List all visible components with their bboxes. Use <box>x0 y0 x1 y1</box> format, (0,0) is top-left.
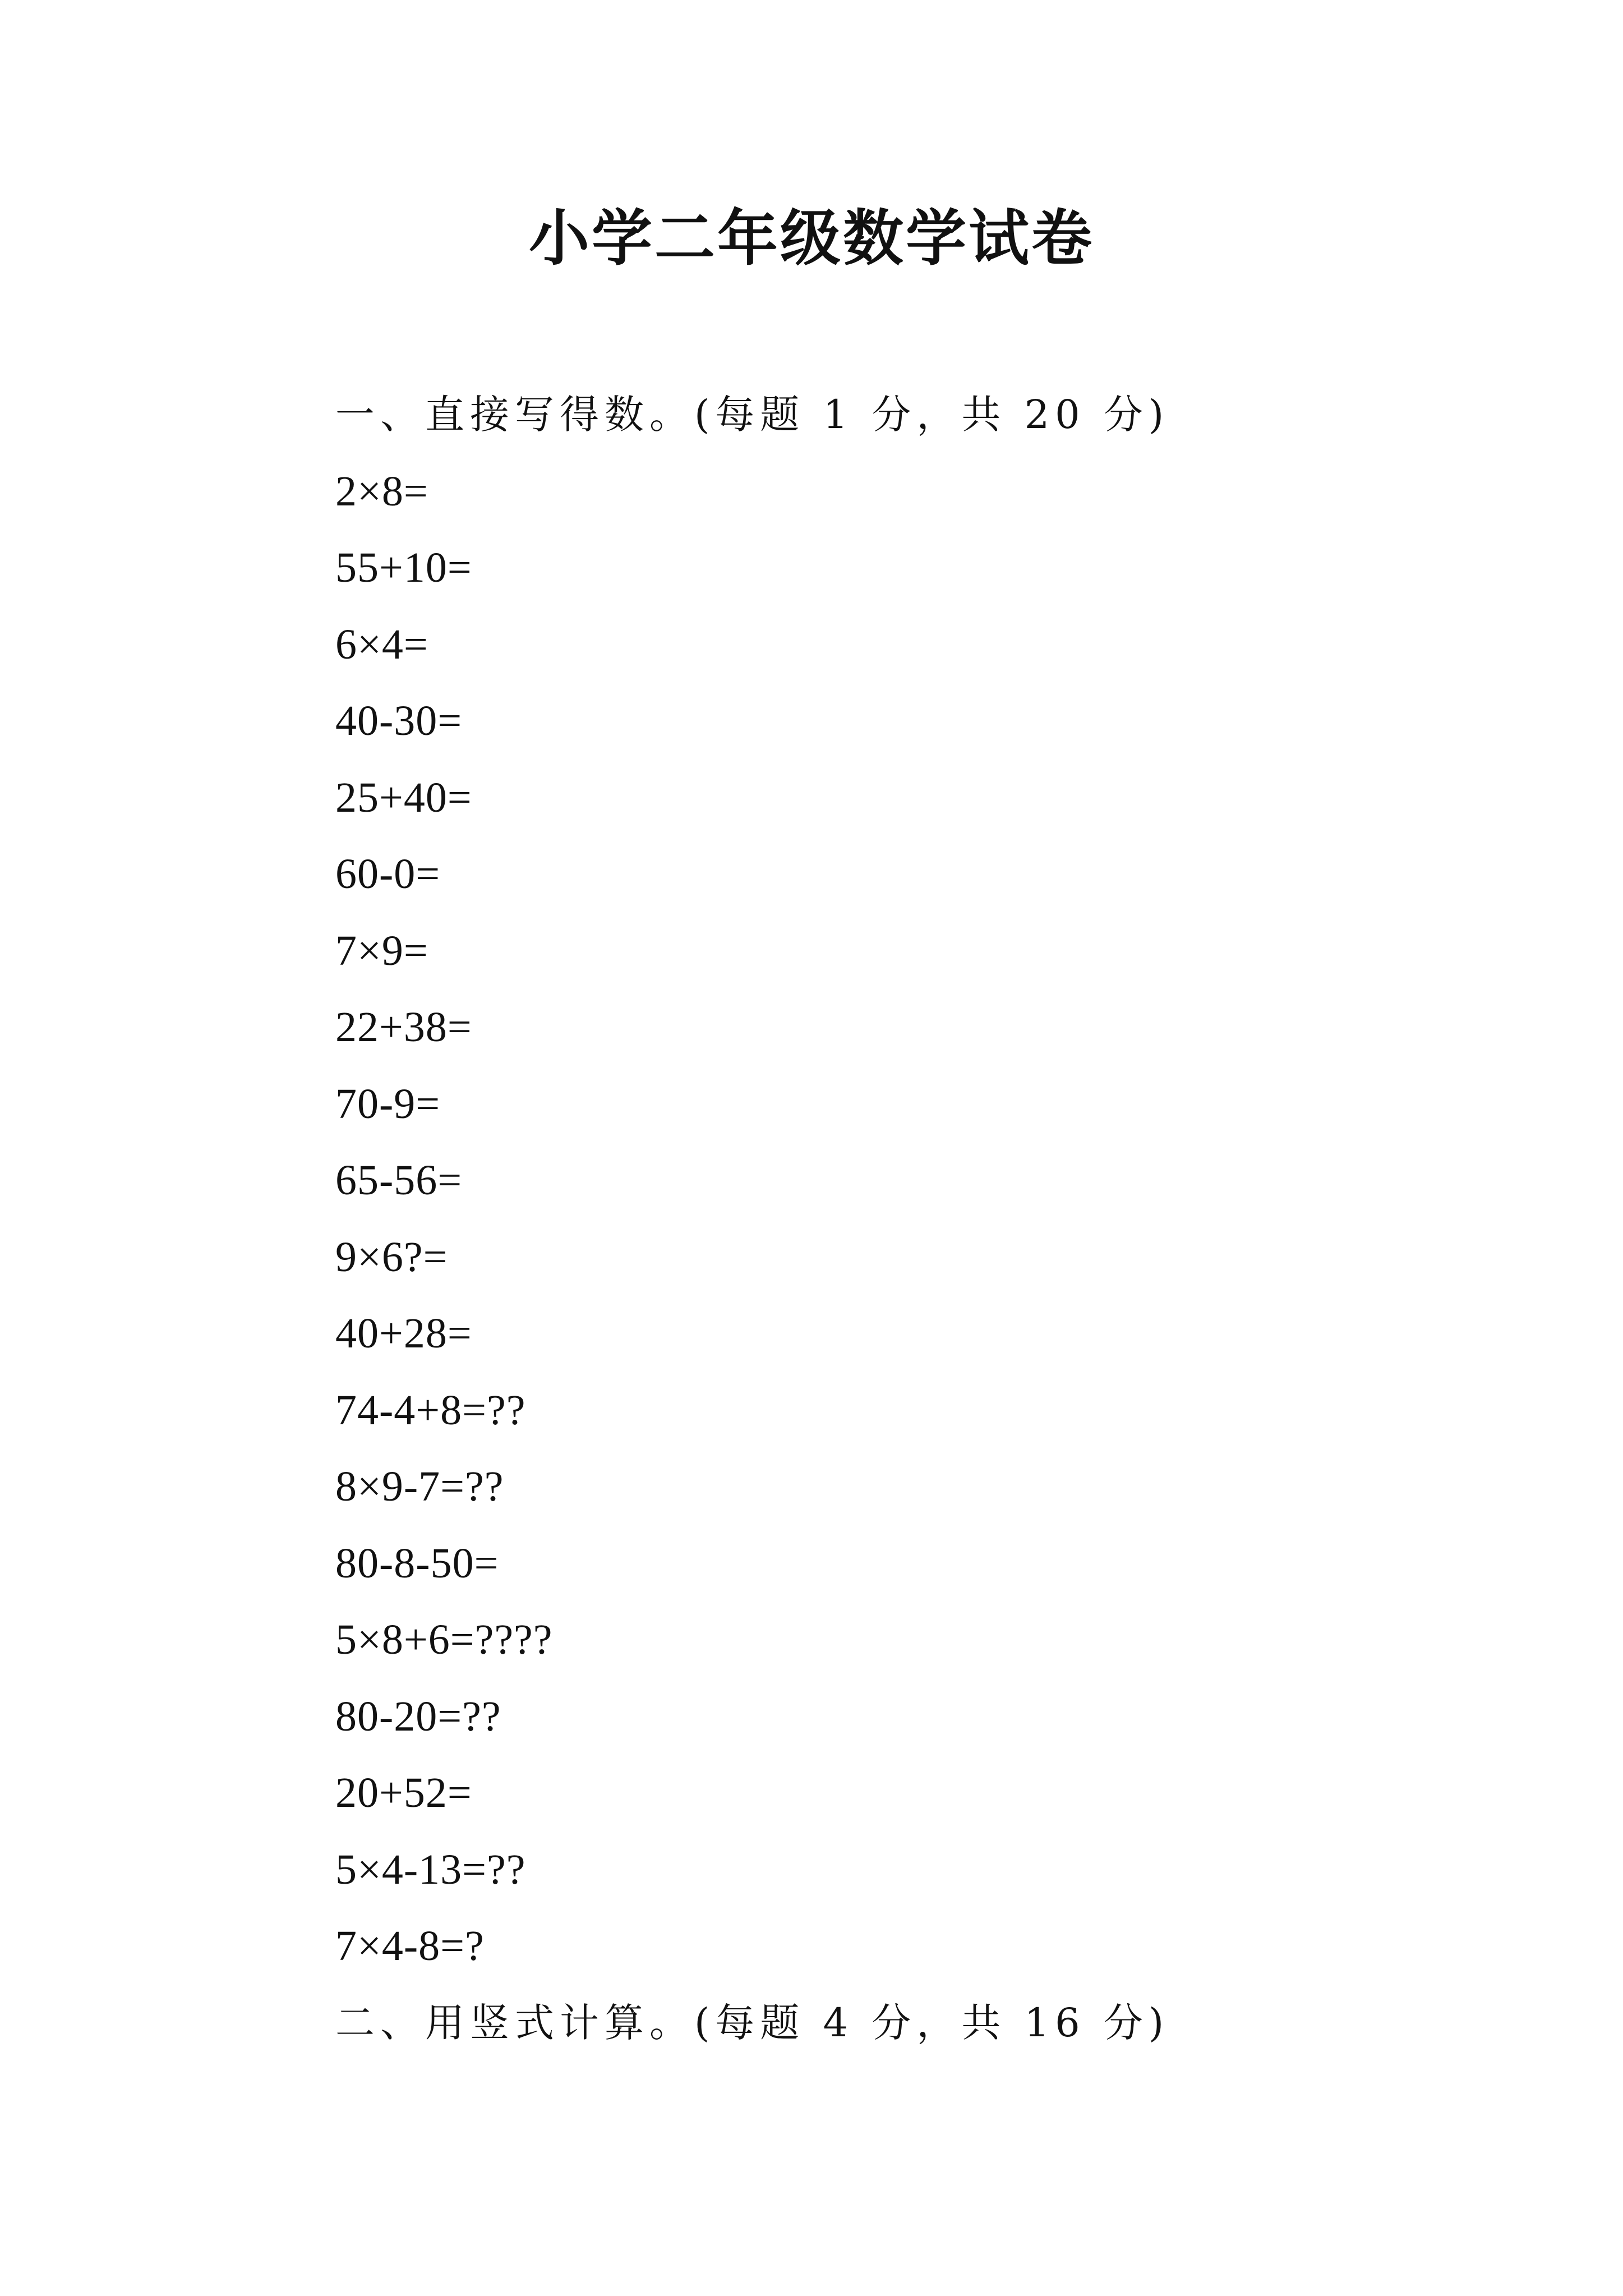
problem-line: 70-9= <box>335 1080 441 1128</box>
problem-line: 20+52= <box>335 1769 472 1816</box>
problem-line: 80-20=?? <box>335 1692 501 1740</box>
problem-line: 40+28= <box>335 1310 472 1357</box>
problem-line: 7×9= <box>335 927 428 974</box>
problem-line: 5×4-13=?? <box>335 1846 526 1893</box>
problem-line: 55+10= <box>335 544 472 591</box>
problem-line: 74-4+8=?? <box>335 1386 526 1434</box>
problem-line: 6×4= <box>335 620 428 668</box>
section-1-heading: 一、直接写得数。(每题 1 分，共 20 分) <box>335 392 1170 438</box>
exam-content <box>335 376 1513 2061</box>
problem-line: 2×8= <box>335 467 428 515</box>
problem-line: 22+38= <box>335 1004 472 1051</box>
section-2-heading: 二、用竖式计算。(每题 4 分，共 16 分) <box>335 1999 1170 2046</box>
page-title: 小学二年级数学试卷 <box>528 203 1094 274</box>
problem-line: 60-0= <box>335 850 441 898</box>
problem-line: 8×9-7=?? <box>335 1463 504 1510</box>
problem-line: 80-8-50= <box>335 1539 499 1587</box>
problem-line: 7×4-8=? <box>335 1922 485 1970</box>
problem-line: 40-30= <box>335 697 463 744</box>
problem-line: 5×8+6=???? <box>335 1616 553 1663</box>
problem-line: 65-56= <box>335 1157 463 1204</box>
problem-line: 9×6?= <box>335 1233 448 1281</box>
problem-line: 25+40= <box>335 774 472 821</box>
